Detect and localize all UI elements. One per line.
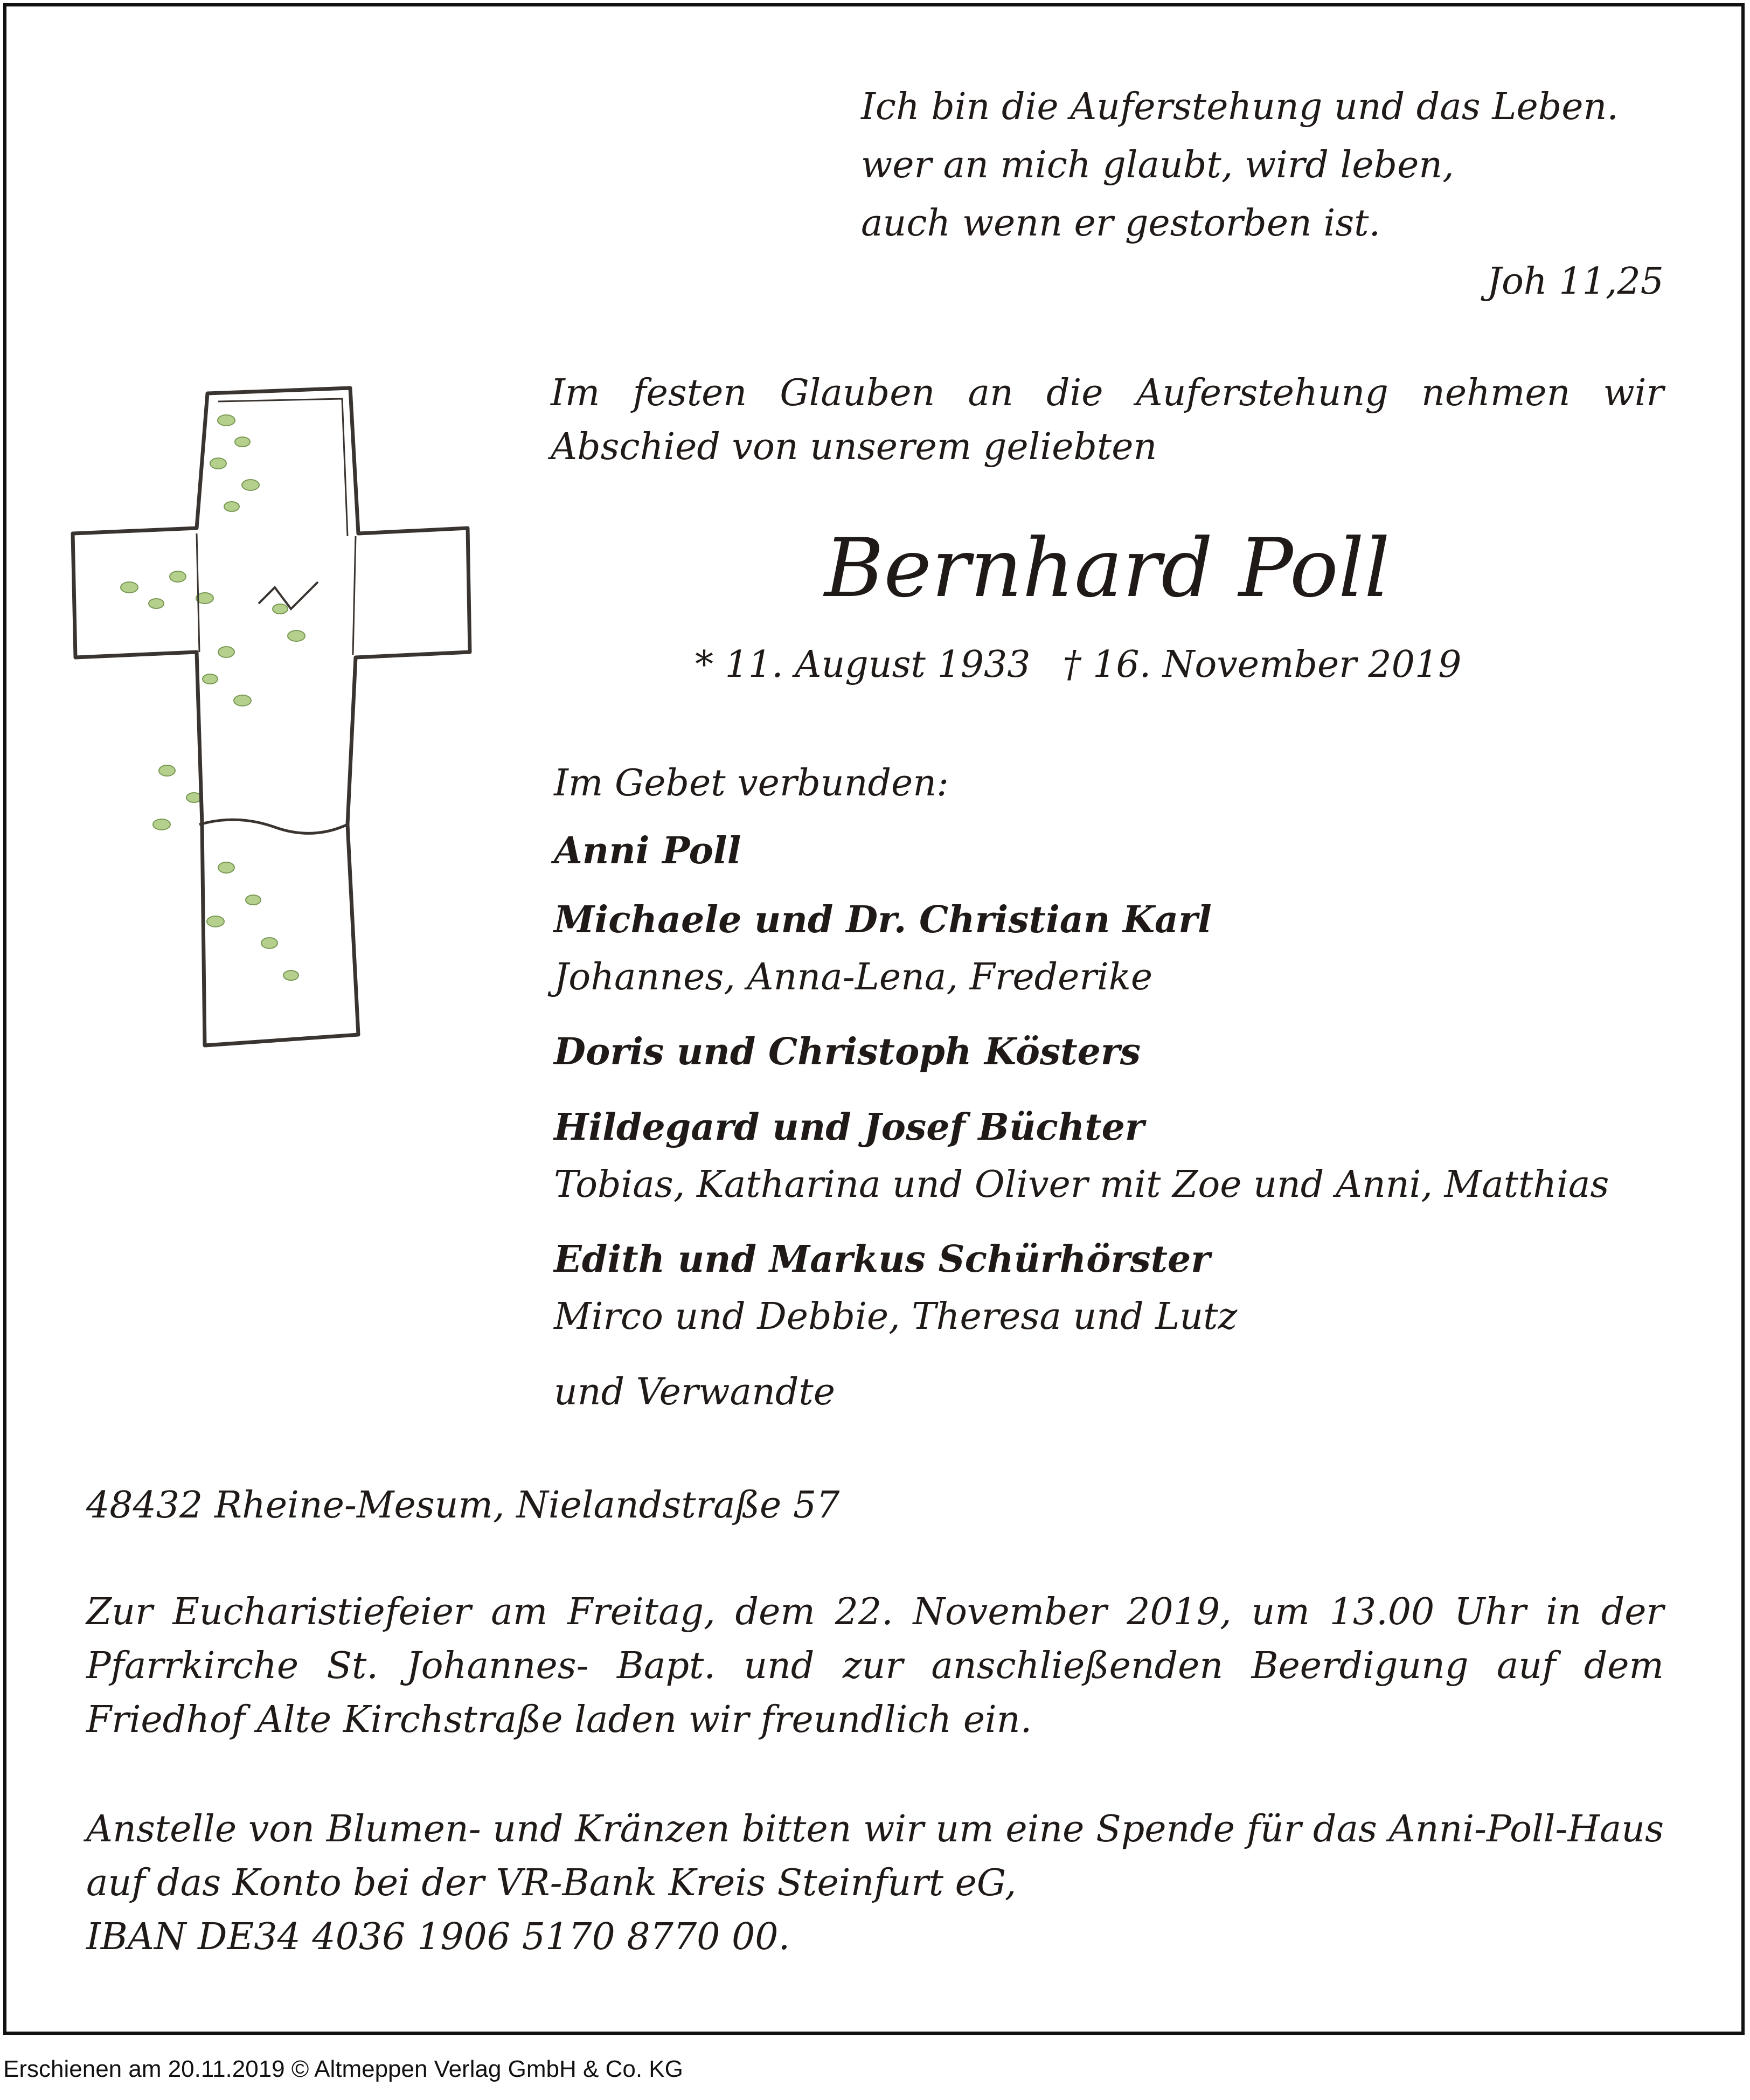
donation-iban: IBAN DE34 4036 1906 5170 8770 00. bbox=[86, 1916, 790, 1958]
death-date: † 16. November 2019 bbox=[1062, 643, 1462, 686]
deceased-name: Bernhard Poll bbox=[824, 522, 1390, 615]
donation-text: Anstelle von Blumen- und Kränzen bitten wir um eine Spende für das Anni-Poll-Haus auf das Konto bei der VR-Bank Kreis Steinfurt eG, bbox=[86, 1808, 1664, 1904]
publication-footer: Erschienen am 20.11.2019 © Altmeppen Verlag GmbH & Co. KG bbox=[3, 2056, 683, 2082]
donation-info bbox=[86, 1803, 1664, 1964]
mourner-children: Johannes, Anna-Lena, Frederike bbox=[554, 956, 1153, 999]
address: 48432 Rheine-Mesum, Nielandstraße 57 bbox=[86, 1484, 840, 1527]
mourner-children: Tobias, Katharina und Oliver mit Zoe und Anni, Matthias bbox=[554, 1163, 1609, 1206]
cross-with-ivy-icon bbox=[65, 350, 485, 1067]
quote-line: auch wenn er gestorben ist. bbox=[861, 202, 1381, 245]
service-info: Zur Eucharistiefeier am Freitag, dem 22. November 2019, um 13.00 Uhr in der Pfarrkirche St. Johannes- Bapt. und zur anschließenden Beerdigung auf dem Friedhof Alte Kirchstraße laden wir freundlich ein. bbox=[86, 1591, 1664, 1741]
mourner-name: Hildegard und Josef Büchter bbox=[554, 1106, 1144, 1149]
quote-reference: Joh 11,25 bbox=[1487, 260, 1664, 303]
relatives-line: und Verwandte bbox=[554, 1371, 835, 1413]
mourner-name: Edith und Markus Schürhörster bbox=[554, 1238, 1211, 1281]
mourner-name: Doris und Christoph Kösters bbox=[554, 1030, 1141, 1073]
bible-quote bbox=[861, 78, 1664, 311]
mourner-name: Michaele und Dr. Christian Karl bbox=[554, 898, 1212, 941]
birth-date: * 11. August 1933 bbox=[695, 643, 1031, 686]
mourners-heading: Im Gebet verbunden: bbox=[554, 762, 949, 805]
mourner-children: Mirco und Debbie, Theresa und Lutz bbox=[554, 1295, 1238, 1338]
quote-line: wer an mich glaubt, wird leben, bbox=[861, 144, 1454, 186]
mourner-name: Anni Poll bbox=[554, 829, 741, 872]
intro-text: Im festen Glauben an die Auferstehung nehmen wir Abschied von unserem geliebten bbox=[551, 372, 1664, 468]
life-dates bbox=[695, 643, 1462, 686]
quote-line: Ich bin die Auferstehung und das Leben. bbox=[861, 86, 1619, 128]
